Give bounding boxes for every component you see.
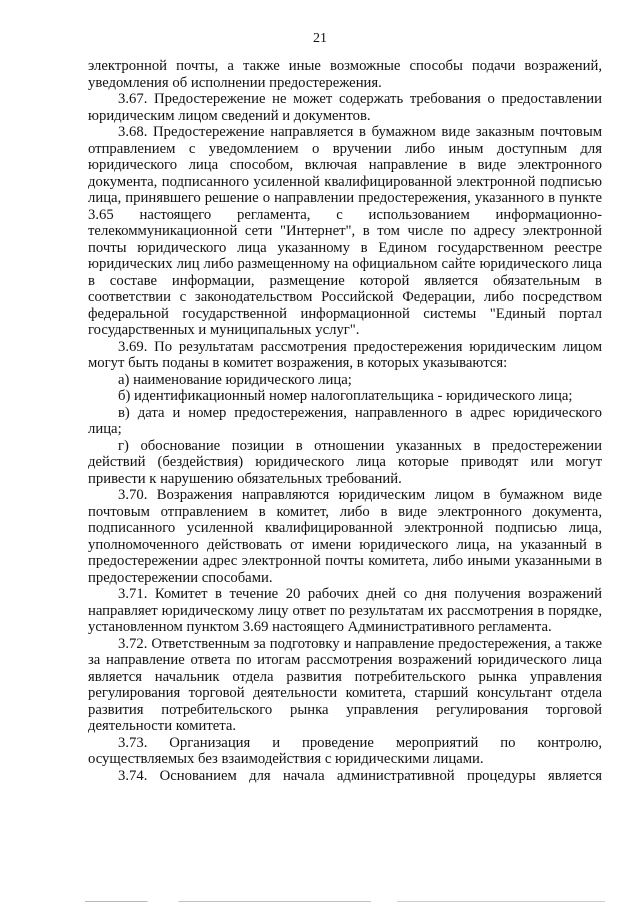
paragraph-3-69: 3.69. По результатам рассмотрения предостережения юридическим лицом могут быть поданы в комитет возражения, в которых указываются:: [88, 338, 602, 371]
paragraph-3-74: 3.74. Основанием для начала административной процедуры является: [118, 767, 602, 784]
paragraph-3-73: 3.73. Организация и проведение мероприятий по контролю, осуществляемых без взаимодействия с юридическими лицами.: [88, 734, 602, 767]
list-item-a: а) наименование юридического лица;: [118, 371, 352, 388]
document-body: [88, 58, 602, 784]
paragraph-3-71: 3.71. Комитет в течение 20 рабочих дней со дня получения возражений направляет юридическому лицу ответ по результатам их рассмотрения в порядке, установленном пунктом 3.69 настоящего Административного регламента.: [88, 586, 602, 635]
list-item-b: б) идентификационный номер налогоплательщика - юридического лица;: [118, 388, 573, 404]
paragraph-3-70: 3.70. Возражения направляются юридическим лицом в бумажном виде почтовым отправлением в комитет, либо в виде электронного документа, подписанного усиленной квалифицированной электронной подписью лица, уполномоченного действовать от имени юридического лица, на указанный в предостережении адрес электронной почты комитета, либо иными указанными в предостережении способами.: [88, 487, 602, 586]
paragraph-3-68: 3.68. Предостережение направляется в бумажном виде заказным почтовым отправлением с уведомлением о вручении либо иным доступным для юридического лица способом, включая направление в виде электронного документа, подписанного усиленной квалифицированной электронной подписью лица, принявшего решение о направлении предостережения, указанного в пункте 3.65 настоящего регламента, с использованием информационно-телекоммуникационной сети "Интернет", в том числе по адресу электронной почты юридического лица указанному в Едином государственном реестре юридических лиц либо размещенному на официальном сайте юридического лица в составе информации, размещение которой является обязательным в соответствии с законодательством Российской Федерации, либо посредством федеральной государственной информационной системы "Единый портал государственных и муниципальных услуг".: [88, 124, 602, 338]
paragraph-3-72: 3.72. Ответственным за подготовку и направление предостережения, а также за направление ответа по итогам рассмотрения возражений юридического лица является начальник отдела развития потребительского рынка управления регулирования торговой деятельности комитета, старший консультант отдела развития потребительского рынка управления регулирования торговой деятельности комитета.: [88, 635, 602, 734]
list-item-g: г) обоснование позиции в отношении указанных в предостережении действий (бездействия) юридического лица которые приводят или могут привести к нарушению обязательных требований.: [88, 437, 602, 487]
page-number: 21: [313, 31, 327, 46]
scan-artifact-line: [85, 901, 605, 902]
paragraph-continuation: электронной почты, а также иные возможные способы подачи возражений, уведомления об исполнении предостережения.: [88, 58, 602, 91]
list-item-v: в) дата и номер предостережения, направленного в адрес юридического лица;: [88, 404, 602, 437]
paragraph-3-67: 3.67. Предостережение не может содержать требования о предоставлении юридическим лицом сведений и документов.: [88, 91, 602, 124]
